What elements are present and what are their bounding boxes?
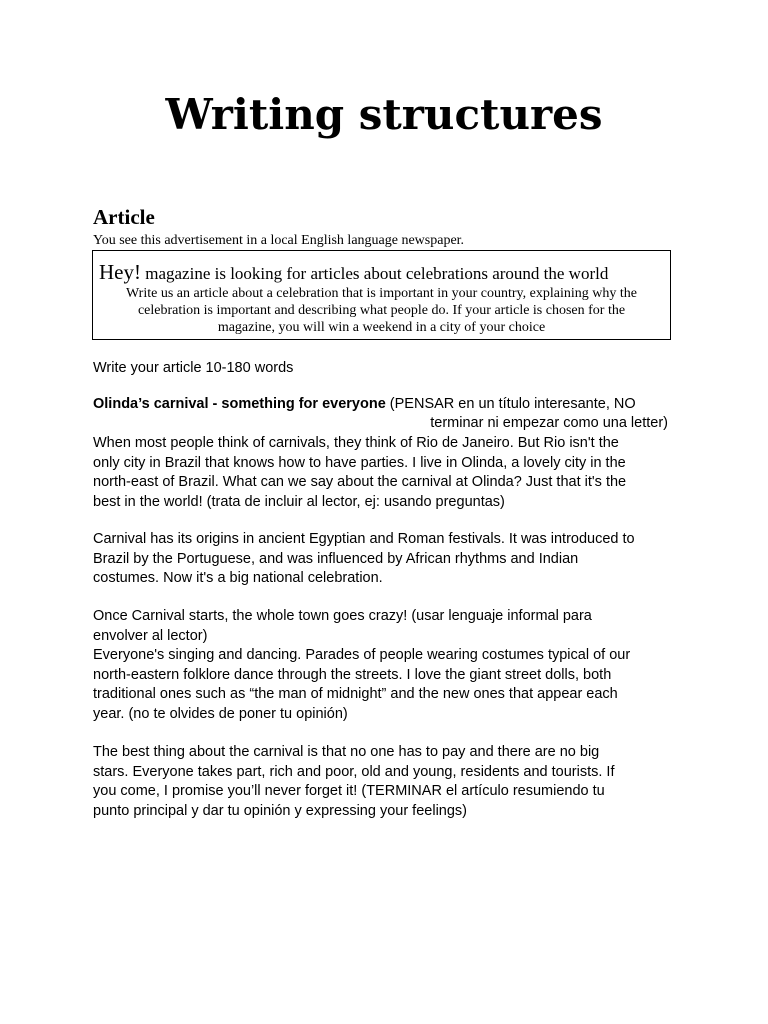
- paragraph-line: costumes. Now it's a big national celebration.: [93, 570, 383, 586]
- advertisement-body-line: magazine, you will win a weekend in a city of your choice: [217, 320, 546, 335]
- paragraph-line: only city in Brazil that knows how to have parties. I live in Olinda, a lovely city in the: [93, 454, 626, 471]
- section-heading-article: Article: [93, 205, 155, 229]
- title-note: (PENSAR en un título interesante, NO: [385, 396, 636, 412]
- paragraph-line: Once Carnival starts, the whole town goes crazy! (usar lenguaje informal para: [93, 608, 592, 624]
- magazine-name: Hey!: [99, 260, 141, 284]
- paragraph-line: punto principal y dar tu opinión y expressing your feelings): [93, 802, 467, 819]
- advertisement-headline: [99, 259, 664, 287]
- advertisement-box: [92, 250, 671, 340]
- advertisement-body-line: celebration is important and describing what people do. If your article is chosen for the: [137, 303, 626, 318]
- paragraph-line: When most people think of carnivals, they think of Rio de Janeiro. But Rio isn't the: [93, 435, 619, 451]
- article-title: Olinda’s carnival - something for everyone: [93, 396, 386, 412]
- advertisement-intro: You see this advertisement in a local English language newspaper.: [93, 233, 465, 248]
- paragraph-introduction: [93, 434, 693, 512]
- paragraph-line: Carnival has its origins in ancient Egyptian and Roman festivals. It was introduced to: [93, 531, 635, 547]
- paragraph-celebration: [93, 607, 693, 724]
- advertisement-headline-text: magazine is looking for articles about celebrations around the world: [140, 264, 609, 283]
- paragraph-line: year. (no te olvides de poner tu opinión): [93, 705, 348, 722]
- paragraph-conclusion: [93, 743, 693, 821]
- paragraph-line: stars. Everyone takes part, rich and poor, old and young, residents and tourists. If: [93, 763, 615, 780]
- advertisement-body: [97, 285, 666, 336]
- paragraph-line: The best thing about the carnival is that no one has to pay and there are no big: [93, 744, 600, 760]
- article-title-line: [93, 395, 678, 415]
- word-count-instruction: Write your article 10-180 words: [93, 360, 294, 376]
- paragraph-line: best in the world! (trata de incluir al lector, ej: usando preguntas): [93, 493, 505, 510]
- paragraph-line: Brazil by the Portuguese, and was influenced by African rhythms and Indian: [93, 550, 579, 567]
- paragraph-line: you come, I promise you’ll never forget it! (TERMINAR el artículo resumiendo tu: [93, 783, 605, 799]
- page-title: Writing structures: [165, 90, 603, 139]
- title-note-continuation: terminar ni empezar como una letter): [430, 415, 668, 431]
- paragraph-line: traditional ones such as “the man of midnight” and the new ones that appear each: [93, 686, 618, 702]
- paragraph-line: north-eastern folklore dance through the streets. I love the giant street dolls, both: [93, 666, 612, 683]
- paragraph-origins: [93, 530, 693, 589]
- paragraph-line: north-east of Brazil. What can we say about the carnival at Olinda? Just that it's the: [93, 474, 627, 490]
- paragraph-line: envolver al lector): [93, 627, 208, 644]
- advertisement-body-line: Write us an article about a celebration that is important in your country, explaining why the: [126, 286, 637, 301]
- paragraph-line: Everyone's singing and dancing. Parades of people wearing costumes typical of our: [93, 647, 631, 663]
